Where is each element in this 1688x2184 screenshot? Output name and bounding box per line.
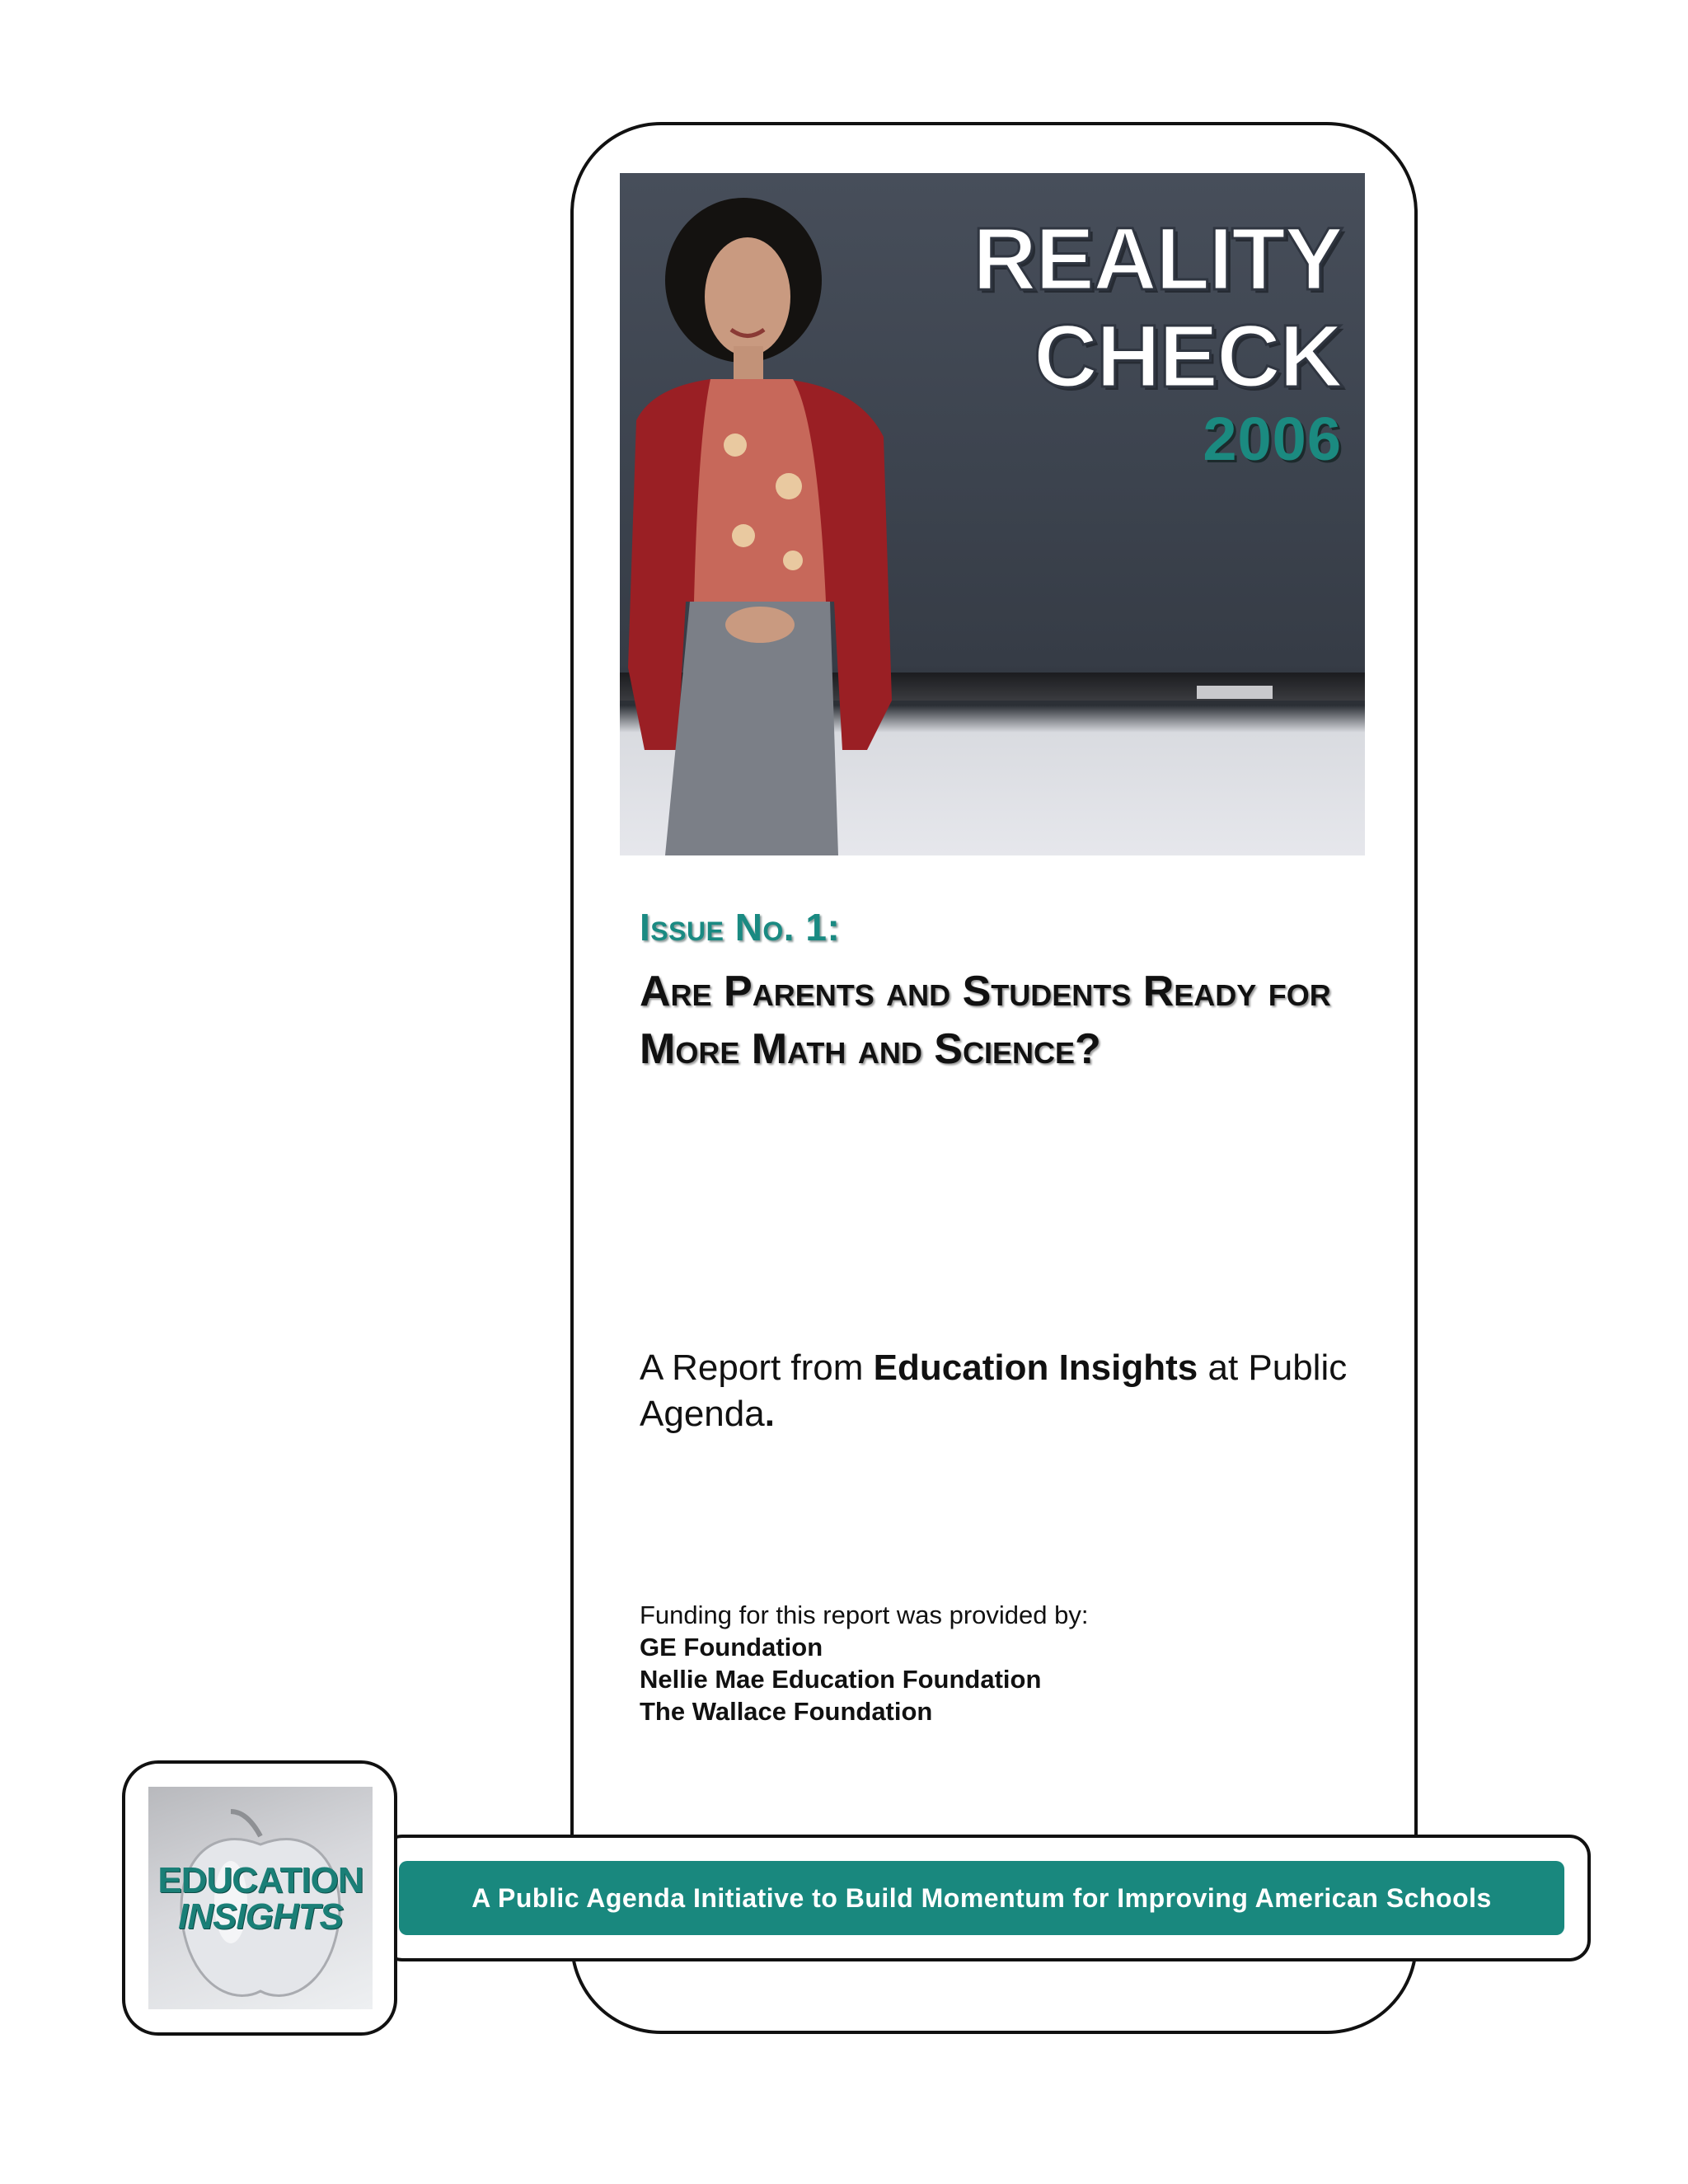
report-byline xyxy=(640,1345,1365,1437)
teacher-illustration xyxy=(620,173,966,855)
education-insights-logo xyxy=(148,1787,373,2009)
report-org: Education Insights xyxy=(873,1347,1198,1388)
cover-title-year: 2006 xyxy=(1203,405,1342,473)
funding-org: The Wallace Foundation xyxy=(640,1697,933,1726)
logo-wordmark xyxy=(148,1860,373,1937)
issue-label: Issue No. 1: xyxy=(640,906,841,949)
chalk-eraser xyxy=(1197,686,1273,699)
cover-photo xyxy=(620,173,1365,855)
initiative-band: A Public Agenda Initiative to Build Momentum for Improving American Schools xyxy=(399,1861,1564,1935)
funding-org: Nellie Mae Education Foundation xyxy=(640,1665,1042,1694)
cover-title-line1: REALITY xyxy=(972,209,1342,308)
report-period: . xyxy=(764,1394,775,1434)
funding-block xyxy=(640,1599,1365,1727)
funding-intro: Funding for this report was provided by: xyxy=(640,1601,1089,1629)
logo-line2: INSIGHTS xyxy=(178,1896,343,1937)
funding-org: GE Foundation xyxy=(640,1633,823,1661)
cover-title-line2: CHECK xyxy=(1033,306,1342,405)
report-prefix: A Report from xyxy=(640,1347,874,1388)
issue-headline: Are Parents and Students Ready for More Math and Science? xyxy=(640,968,1331,1073)
report-suffix: at Public Agenda xyxy=(640,1347,1348,1434)
logo-line1: EDUCATION xyxy=(157,1860,363,1900)
cover-title xyxy=(972,209,1342,473)
